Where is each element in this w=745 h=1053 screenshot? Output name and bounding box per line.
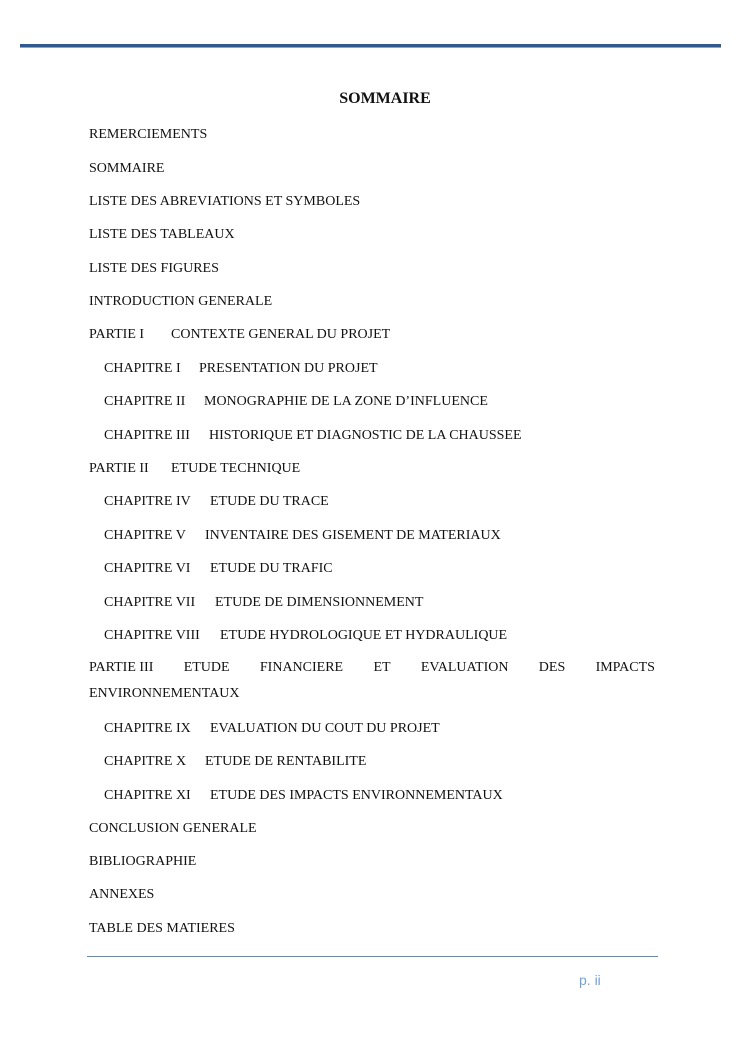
toc-entry-label: LISTE DES ABREVIATIONS ET SYMBOLES [89,194,361,209]
toc-entry-label: ETUDE HYDROLOGIQUE ET HYDRAULIQUE [220,628,508,643]
toc-entry-chapitre-5[interactable] [104,527,501,544]
toc-entry-number: CHAPITRE IX [104,721,191,736]
toc-entry-chapitre-4[interactable] [104,493,329,510]
toc-entry-chapitre-3[interactable] [104,427,522,444]
header-rule [20,44,721,48]
toc-entry-label: REMERCIEMENTS [89,127,208,142]
toc-entry-label: INTRODUCTION GENERALE [89,294,273,309]
toc-entry-label: ETUDE DE DIMENSIONNEMENT [215,595,424,610]
toc-entry-label: ETUDE TECHNIQUE [171,461,301,476]
toc-entry-label: SOMMAIRE [89,161,165,176]
toc-entry-partie-3-continuation [89,685,240,702]
toc-entry-label: HISTORIQUE ET DIAGNOSTIC DE LA CHAUSSEE [209,428,522,443]
toc-entry-word: FINANCIERE [259,660,344,675]
toc-entry-label: ETUDE DE RENTABILITE [205,754,367,769]
toc-entry-number: CHAPITRE IV [104,494,191,509]
toc-entry-conclusion[interactable] [89,820,257,837]
toc-entry-word: IMPACTS [595,660,655,675]
toc-entry-label: ETUDE DES IMPACTS ENVIRONNEMENTAUX [210,788,503,803]
toc-entry-word: ET [373,660,391,675]
toc-entry-label: EVALUATION DU COUT DU PROJET [210,721,440,736]
toc-entry-label: ETUDE DU TRACE [210,494,329,509]
toc-entry-word: DES [538,660,566,675]
toc-entry-word: ETUDE [183,660,230,675]
toc-entry-partie-1[interactable] [89,326,390,343]
toc-entry-label: ENVIRONNEMENTAUX [89,686,240,701]
toc-entry-annexes[interactable] [89,886,154,903]
toc-entry-partie-3[interactable] [89,659,655,676]
toc-entry-table-des-matieres[interactable] [89,920,235,937]
toc-entry-label: TABLE DES MATIERES [89,921,235,936]
toc-entry-number: CHAPITRE I [104,361,181,376]
toc-entry-remerciements[interactable] [89,126,207,143]
toc-entry-label: PRESENTATION DU PROJET [199,361,378,376]
toc-entry-label: MONOGRAPHIE DE LA ZONE D’INFLUENCE [204,394,488,409]
toc-entry-number: CHAPITRE X [104,754,187,769]
toc-entry-label: INVENTAIRE DES GISEMENT DE MATERIAUX [205,528,501,543]
toc-entry-label: ETUDE DU TRAFIC [210,561,333,576]
toc-entry-abreviations[interactable] [89,193,360,210]
toc-entry-bibliographie[interactable] [89,853,196,870]
toc-entry-figures[interactable] [89,260,219,277]
toc-entry-label: ANNEXES [89,887,155,902]
toc-entry-label: CONCLUSION GENERALE [89,821,257,836]
toc-entry-number: CHAPITRE XI [104,788,191,803]
toc-entry-number: CHAPITRE VI [104,561,191,576]
toc-entry-partie-2[interactable] [89,460,300,477]
toc-entry-number: CHAPITRE V [104,528,186,543]
toc-entry-number: CHAPITRE VII [104,595,196,610]
toc-entry-number: PARTIE II [89,461,149,476]
toc-entry-chapitre-7[interactable] [104,594,423,611]
toc-entry-chapitre-1[interactable] [104,360,378,377]
toc-entry-number: CHAPITRE III [104,428,190,443]
toc-entry-word: EVALUATION [420,660,509,675]
page-title: SOMMAIRE [339,90,431,107]
toc-entry-chapitre-8[interactable] [104,627,507,644]
toc-entry-introduction[interactable] [89,293,272,310]
toc-entry-number: CHAPITRE VIII [104,628,200,643]
toc-entry-sommaire[interactable] [89,160,164,177]
toc-entry-label: LISTE DES TABLEAUX [89,227,235,242]
toc-entry-chapitre-11[interactable] [104,787,503,804]
toc-entry-number: PARTIE III [89,660,154,675]
toc-entry-chapitre-2[interactable] [104,393,488,410]
toc-entry-label: LISTE DES FIGURES [89,261,219,276]
toc-entry-chapitre-6[interactable] [104,560,333,577]
toc-entry-number: CHAPITRE II [104,394,186,409]
footer-rule [87,956,658,957]
toc-entry-chapitre-9[interactable] [104,720,440,737]
toc-entry-tableaux[interactable] [89,226,235,243]
toc-entry-chapitre-10[interactable] [104,753,366,770]
toc-entry-number: PARTIE I [89,327,145,342]
page-number: p. ii [579,972,601,988]
toc-entry-label: CONTEXTE GENERAL DU PROJET [171,327,391,342]
toc-entry-label: BIBLIOGRAPHIE [89,854,197,869]
